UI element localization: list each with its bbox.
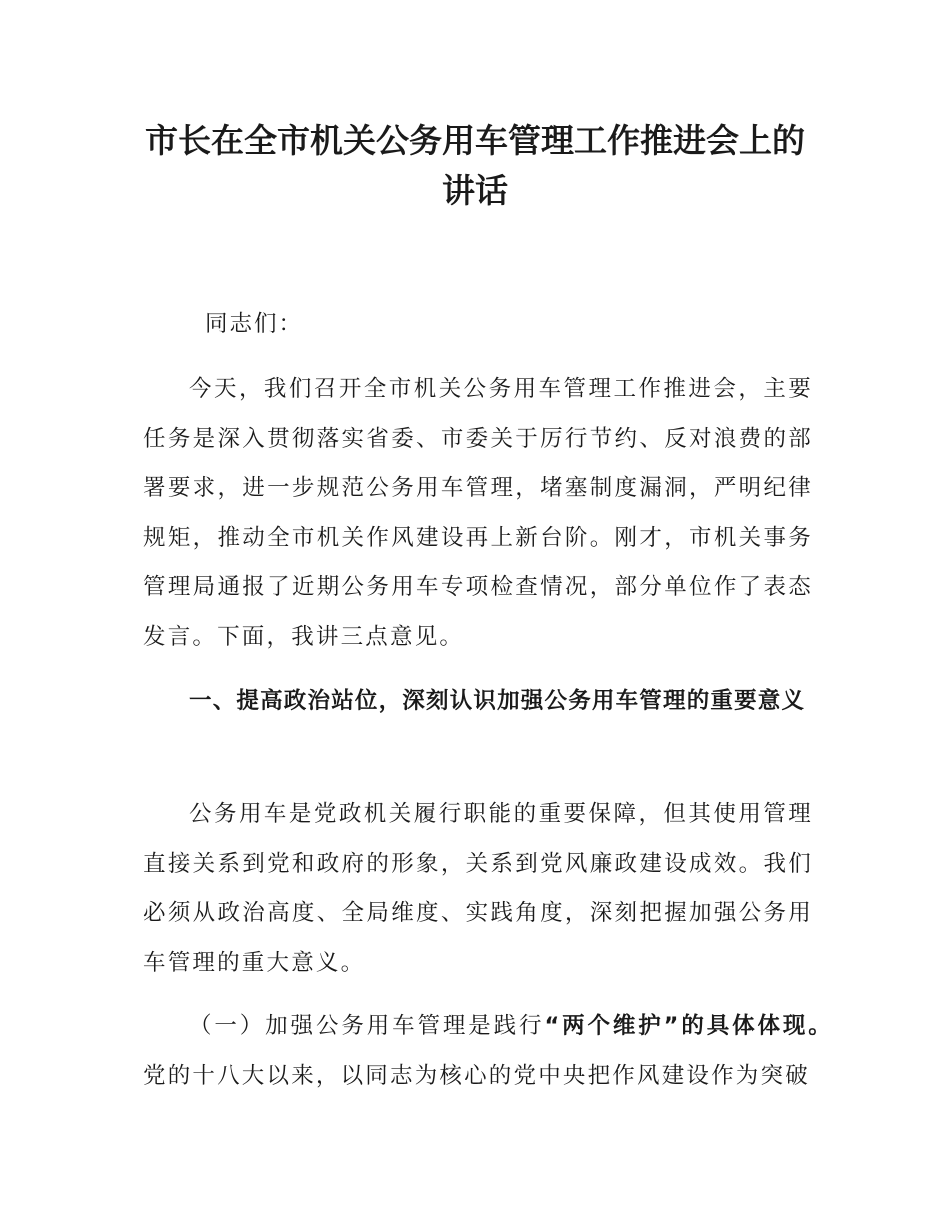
subsection-one-bold-title: “两个维护”的具体体现。 (544, 1013, 833, 1039)
section-one-paragraph: 公务用车是党政机关履行职能的重要保障，但其使用管理直接关系到党和政府的形象，关系到党风廉政建设成效。我们必须从政治高度、全局维度、实践角度，深刻把握加强公务用车管理的重大意义。 (143, 801, 813, 976)
subsection-one-paragraph (143, 1002, 833, 1101)
salutation: 同志们： (205, 311, 304, 337)
intro-paragraph: 今天，我们召开全市机关公务用车管理工作推进会，主要任务是深入贯彻落实省委、市委关于厉行节约、反对浪费的部署要求，进一步规范公务用车管理，堵塞制度漏洞，严明纪律规矩，推动全市机关作风建设再上新台阶。刚才，市机关事务管理局通报了近期公务用车专项检查情况，部分单位作了表态发言。下面，我讲三点意见。 (143, 376, 813, 650)
section-one-heading: 一、提高政治站位，深刻认识加强公务用车管理的重要意义 (189, 688, 806, 714)
document-title: 市长在全市机关公务用车管理工作推进会上的讲话 (145, 121, 805, 210)
subsection-one-lead: （一）加强公务用车管理是践行 (189, 1013, 545, 1039)
subsection-one-body: 党的十八大以来，以同志为核心的党中央把作风建设作为突破 (143, 1062, 810, 1089)
